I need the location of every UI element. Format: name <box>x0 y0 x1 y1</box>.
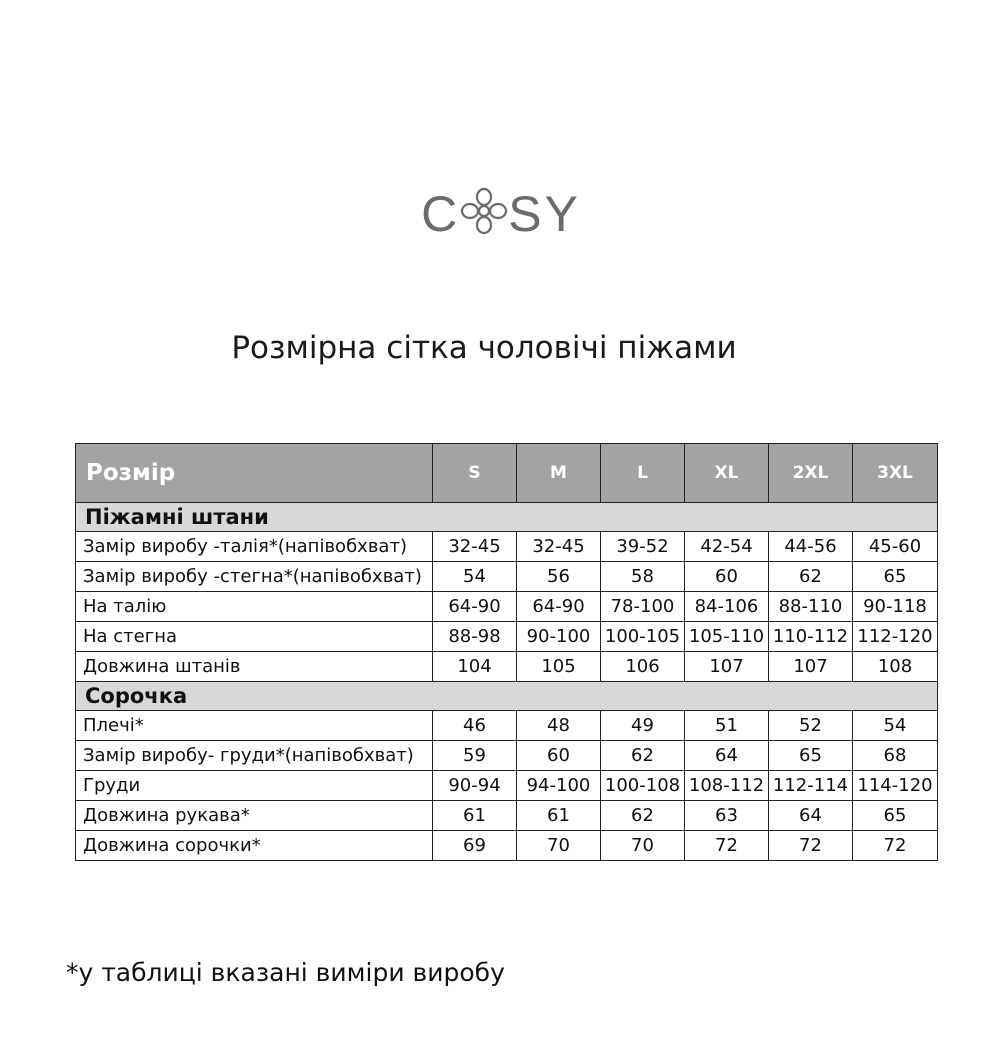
measurement-value: 107 <box>769 652 853 682</box>
measurement-value: 112-120 <box>853 622 938 652</box>
logo-letter-c: C <box>421 186 461 242</box>
measurement-value: 46 <box>433 711 517 741</box>
table-row <box>76 711 938 741</box>
measurement-value: 110-112 <box>769 622 853 652</box>
measurement-label: На талію <box>76 592 433 622</box>
table-row <box>76 801 938 831</box>
size-header-m: M <box>517 444 601 503</box>
measurement-value: 39-52 <box>601 532 685 562</box>
measurement-value: 63 <box>685 801 769 831</box>
table-row <box>76 532 938 562</box>
measurement-value: 105-110 <box>685 622 769 652</box>
measurement-label: Замір виробу -стегна*(напівобхват) <box>76 562 433 592</box>
measurement-value: 72 <box>769 831 853 861</box>
measurement-value: 58 <box>601 562 685 592</box>
table-row <box>76 622 938 652</box>
section-header-row <box>76 503 938 532</box>
measurement-value: 60 <box>517 741 601 771</box>
measurement-value: 88-110 <box>769 592 853 622</box>
measurement-value: 65 <box>769 741 853 771</box>
measurement-value: 52 <box>769 711 853 741</box>
size-header-l: L <box>601 444 685 503</box>
measurement-value: 61 <box>433 801 517 831</box>
measurement-value: 54 <box>853 711 938 741</box>
measurement-value: 69 <box>433 831 517 861</box>
measurement-value: 114-120 <box>853 771 938 801</box>
measurement-value: 64-90 <box>433 592 517 622</box>
measurement-value: 107 <box>685 652 769 682</box>
measurement-value: 64 <box>685 741 769 771</box>
measurement-value: 64 <box>769 801 853 831</box>
measurement-value: 60 <box>685 562 769 592</box>
measurement-label: Довжина рукава* <box>76 801 433 831</box>
measurement-value: 90-118 <box>853 592 938 622</box>
knot-logo-icon <box>458 186 510 236</box>
measurement-value: 45-60 <box>853 532 938 562</box>
measurement-value: 61 <box>517 801 601 831</box>
size-header-2xl: 2XL <box>769 444 853 503</box>
measurement-label: Замір виробу -талія*(напівобхват) <box>76 532 433 562</box>
measurement-label: Груди <box>76 771 433 801</box>
size-header-3xl: 3XL <box>853 444 938 503</box>
table-row <box>76 771 938 801</box>
measurement-value: 72 <box>685 831 769 861</box>
measurement-label: Плечі* <box>76 711 433 741</box>
measurement-value: 54 <box>433 562 517 592</box>
measurement-value: 62 <box>601 801 685 831</box>
measurement-value: 32-45 <box>517 532 601 562</box>
size-header-label: Розмір <box>76 444 433 503</box>
measurement-value: 64-90 <box>517 592 601 622</box>
measurement-value: 68 <box>853 741 938 771</box>
measurement-value: 62 <box>769 562 853 592</box>
measurement-value: 72 <box>853 831 938 861</box>
measurement-value: 70 <box>517 831 601 861</box>
measurement-value: 78-100 <box>601 592 685 622</box>
measurement-value: 108 <box>853 652 938 682</box>
section-title: Сорочка <box>76 682 938 711</box>
measurement-value: 62 <box>601 741 685 771</box>
table-body <box>76 503 938 861</box>
measurement-value: 94-100 <box>517 771 601 801</box>
size-chart-table <box>75 443 938 861</box>
size-header-xl: XL <box>685 444 769 503</box>
measurement-value: 32-45 <box>433 532 517 562</box>
measurement-label: Замір виробу- груди*(напівобхват) <box>76 741 433 771</box>
measurement-value: 106 <box>601 652 685 682</box>
measurement-value: 90-94 <box>433 771 517 801</box>
page-title: Розмірна сітка чоловічі піжами <box>231 330 737 366</box>
section-title: Піжамні штани <box>76 503 938 532</box>
measurement-value: 48 <box>517 711 601 741</box>
measurement-label: На стегна <box>76 622 433 652</box>
table-row <box>76 741 938 771</box>
measurement-value: 84-106 <box>685 592 769 622</box>
table-row <box>76 592 938 622</box>
measurement-label: Довжина штанів <box>76 652 433 682</box>
measurement-value: 104 <box>433 652 517 682</box>
measurement-value: 59 <box>433 741 517 771</box>
measurement-value: 56 <box>517 562 601 592</box>
footnote: *у таблиці вказані виміри виробу <box>66 958 505 987</box>
brand-logo <box>0 182 1002 246</box>
measurement-value: 44-56 <box>769 532 853 562</box>
size-header-s: S <box>433 444 517 503</box>
section-header-row <box>76 682 938 711</box>
measurement-value: 105 <box>517 652 601 682</box>
measurement-value: 42-54 <box>685 532 769 562</box>
table-row <box>76 562 938 592</box>
measurement-value: 49 <box>601 711 685 741</box>
measurement-value: 108-112 <box>685 771 769 801</box>
logo-letters-sy: SY <box>508 186 581 242</box>
measurement-value: 88-98 <box>433 622 517 652</box>
measurement-value: 100-108 <box>601 771 685 801</box>
table-row <box>76 652 938 682</box>
measurement-value: 100-105 <box>601 622 685 652</box>
measurement-value: 65 <box>853 562 938 592</box>
measurement-value: 90-100 <box>517 622 601 652</box>
measurement-value: 65 <box>853 801 938 831</box>
measurement-value: 70 <box>601 831 685 861</box>
measurement-value: 51 <box>685 711 769 741</box>
measurement-value: 112-114 <box>769 771 853 801</box>
table-row <box>76 831 938 861</box>
measurement-label: Довжина сорочки* <box>76 831 433 861</box>
header-row <box>76 444 938 503</box>
